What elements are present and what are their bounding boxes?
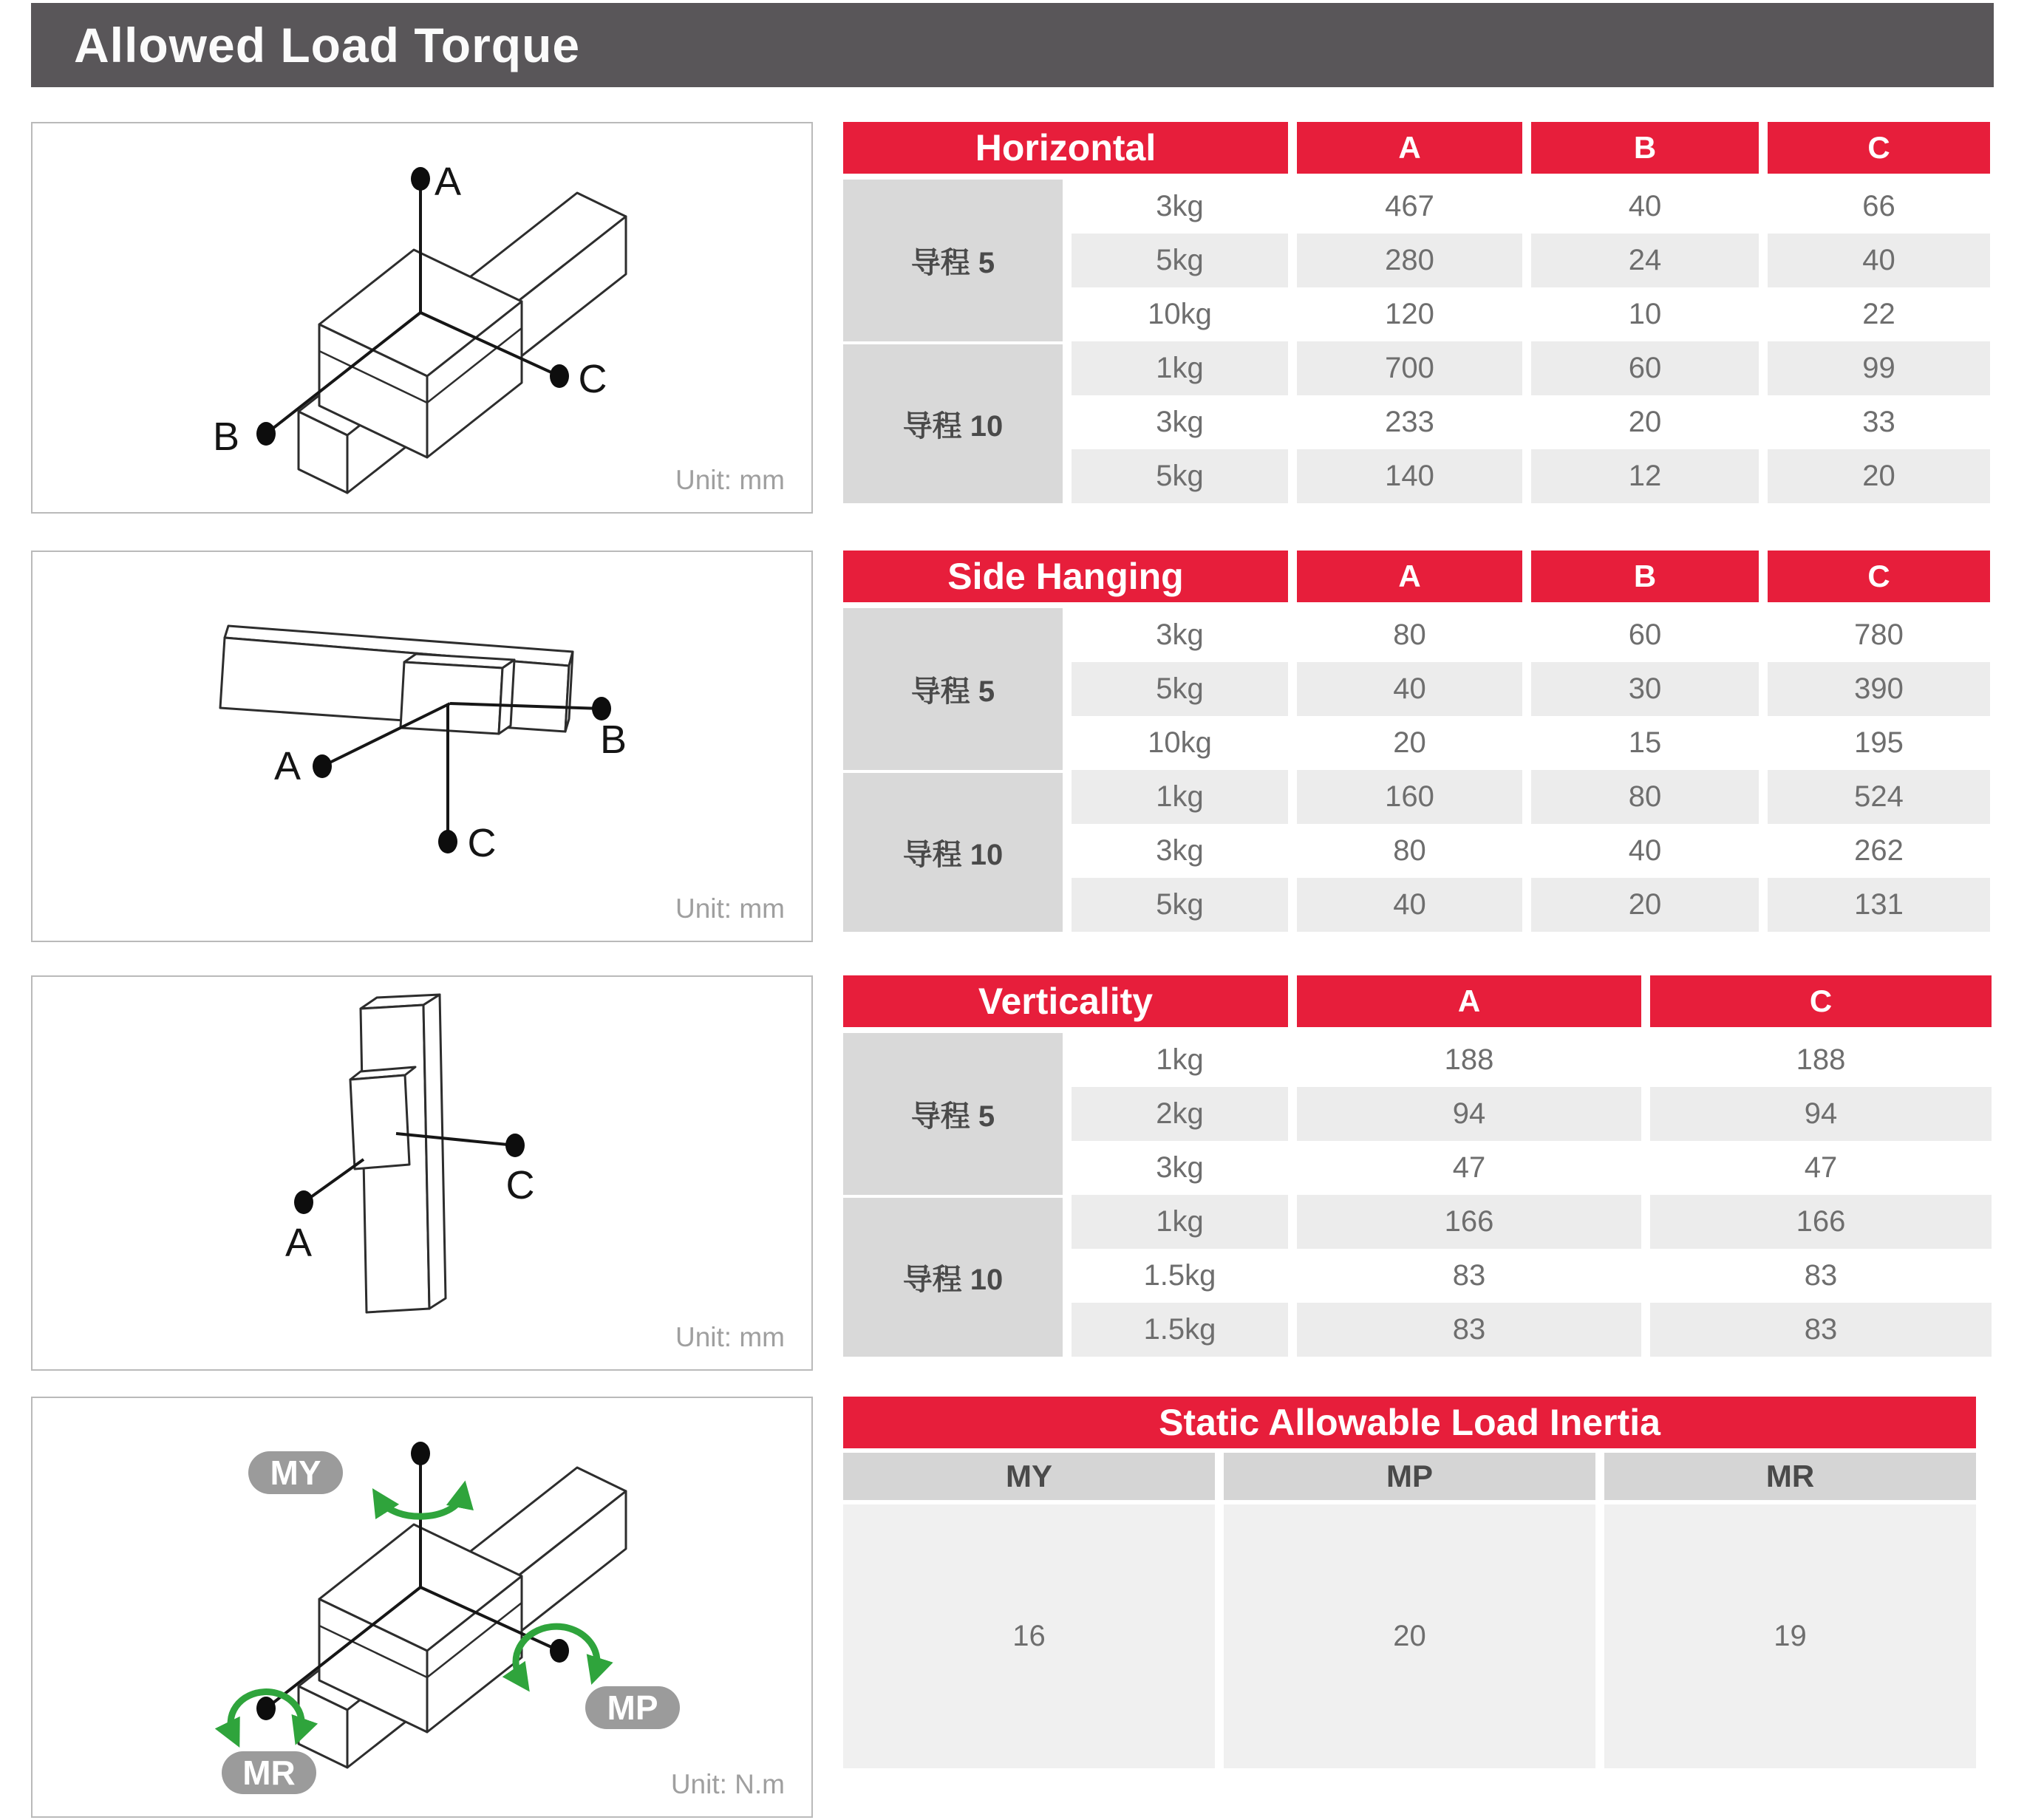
side-hanging-table [834, 551, 1999, 932]
inertia-isometric-drawing [33, 1398, 811, 1816]
col-header-mp: MP [1224, 1453, 1595, 1504]
table-title: Side Hanging [843, 551, 1288, 608]
cell-c: 33 [1768, 395, 1990, 449]
unit-label: Unit: mm [675, 1322, 785, 1352]
static-inertia-table-section [834, 1397, 1985, 1768]
b-label: B [599, 718, 627, 762]
c-dot [505, 1134, 525, 1157]
col-header-a: A [1297, 975, 1641, 1033]
table-row [843, 770, 1990, 824]
cell-a: 160 [1297, 770, 1522, 824]
horizontal-table-section [834, 122, 1999, 503]
load-label: 1.5kg [1072, 1249, 1288, 1303]
cell-a: 94 [1297, 1087, 1641, 1141]
a-label: A [273, 744, 302, 788]
cell-c: 20 [1768, 449, 1990, 503]
table-row [843, 341, 1990, 395]
mp-dot [550, 1639, 569, 1663]
cell-c: 131 [1768, 878, 1990, 932]
load-label: 5kg [1072, 234, 1288, 287]
diagram-inertia [31, 1397, 813, 1818]
col-header-b: B [1531, 551, 1759, 608]
cell-mr: 19 [1604, 1504, 1976, 1768]
cell-c: 166 [1650, 1195, 1992, 1249]
load-label: 3kg [1072, 1141, 1288, 1195]
a-label: A [434, 160, 462, 204]
cell-b: 20 [1531, 395, 1759, 449]
table-title: Verticality [843, 975, 1288, 1033]
group-label: 导程 5 [843, 608, 1063, 770]
horizontal-table [834, 122, 1999, 503]
cell-b: 10 [1531, 287, 1759, 341]
cell-b: 60 [1531, 608, 1759, 662]
a-dot [294, 1190, 313, 1214]
cell-c: 94 [1650, 1087, 1992, 1141]
group-label: 导程 10 [843, 341, 1063, 503]
cell-c: 83 [1650, 1303, 1992, 1357]
group-label: 导程 5 [843, 1033, 1063, 1195]
cell-a: 80 [1297, 608, 1522, 662]
diagram-side-hanging [31, 551, 813, 942]
cell-b: 24 [1531, 234, 1759, 287]
col-header-c: C [1768, 551, 1990, 608]
cell-c: 22 [1768, 287, 1990, 341]
cell-b: 80 [1531, 770, 1759, 824]
table-title: Horizontal [843, 122, 1288, 180]
table-row [843, 1033, 1992, 1087]
cell-b: 40 [1531, 180, 1759, 234]
table-title: Static Allowable Load Inertia [843, 1397, 1976, 1453]
cell-b: 30 [1531, 662, 1759, 716]
c-label: C [578, 357, 607, 401]
cell-b: 40 [1531, 824, 1759, 878]
a-dot [411, 167, 430, 191]
diagram-horizontal [31, 122, 813, 514]
col-header-a: A [1297, 551, 1522, 608]
verticality-table-section [834, 975, 2000, 1357]
cell-b: 20 [1531, 878, 1759, 932]
load-label: 3kg [1072, 395, 1288, 449]
group-label: 导程 10 [843, 1195, 1063, 1357]
carriage-outline [401, 654, 514, 734]
load-label: 5kg [1072, 878, 1288, 932]
table-row [843, 608, 1990, 662]
horizontal-isometric-drawing [33, 123, 811, 512]
cell-c: 390 [1768, 662, 1990, 716]
cell-a: 467 [1297, 180, 1522, 234]
b-dot [256, 422, 276, 446]
cell-c: 40 [1768, 234, 1990, 287]
cell-a: 83 [1297, 1303, 1641, 1357]
load-label: 1kg [1072, 341, 1288, 395]
cell-a: 47 [1297, 1141, 1641, 1195]
load-label: 1kg [1072, 1195, 1288, 1249]
unit-label: Unit: mm [675, 465, 785, 495]
group-label: 导程 10 [843, 770, 1063, 932]
unit-label: Unit: N.m [670, 1769, 785, 1799]
cell-a: 166 [1297, 1195, 1641, 1249]
page-title: Allowed Load Torque [74, 18, 581, 72]
load-label: 1.5kg [1072, 1303, 1288, 1357]
load-label: 1kg [1072, 1033, 1288, 1087]
load-label: 2kg [1072, 1087, 1288, 1141]
rail-outline [220, 626, 573, 732]
cell-b: 12 [1531, 449, 1759, 503]
c-label: C [505, 1163, 535, 1207]
cell-a: 233 [1297, 395, 1522, 449]
cell-a: 83 [1297, 1249, 1641, 1303]
load-label: 5kg [1072, 449, 1288, 503]
carriage-outline [350, 1067, 415, 1169]
col-header-b: B [1531, 122, 1759, 180]
col-header-c: C [1768, 122, 1990, 180]
cell-c: 188 [1650, 1033, 1992, 1087]
load-label: 3kg [1072, 180, 1288, 234]
cell-c: 524 [1768, 770, 1990, 824]
static-inertia-table [834, 1397, 1985, 1768]
load-label: 1kg [1072, 770, 1288, 824]
a-dot [313, 754, 332, 778]
verticality-table [834, 975, 2000, 1357]
cell-c: 66 [1768, 180, 1990, 234]
mp-pill-label: MP [607, 1688, 658, 1727]
cell-a: 280 [1297, 234, 1522, 287]
col-header-my: MY [843, 1453, 1215, 1504]
load-label: 3kg [1072, 824, 1288, 878]
load-label: 3kg [1072, 608, 1288, 662]
page-title-bar [31, 3, 1994, 87]
verticality-isometric-drawing [33, 977, 811, 1369]
cell-a: 188 [1297, 1033, 1641, 1087]
unit-label: Unit: mm [675, 893, 785, 924]
group-label: 导程 5 [843, 180, 1063, 341]
cell-a: 120 [1297, 287, 1522, 341]
side-hanging-isometric-drawing [33, 552, 811, 941]
load-label: 10kg [1072, 716, 1288, 770]
my-pill [248, 1451, 343, 1494]
mr-pill-label: MR [242, 1753, 296, 1792]
col-header-a: A [1297, 122, 1522, 180]
side-hanging-table-section [834, 551, 1999, 932]
cell-c: 780 [1768, 608, 1990, 662]
cell-c: 195 [1768, 716, 1990, 770]
cell-b: 15 [1531, 716, 1759, 770]
axis-a-line [304, 1159, 364, 1202]
cell-a: 80 [1297, 824, 1522, 878]
cell-a: 700 [1297, 341, 1522, 395]
b-label: B [212, 415, 240, 459]
c-dot [550, 364, 569, 388]
cell-c: 83 [1650, 1249, 1992, 1303]
diagram-verticality [31, 975, 813, 1371]
cell-mp: 20 [1224, 1504, 1595, 1768]
mr-dot [256, 1697, 276, 1720]
load-label: 5kg [1072, 662, 1288, 716]
c-dot [438, 830, 457, 853]
col-header-c: C [1650, 975, 1992, 1033]
mp-pill [585, 1686, 680, 1729]
cell-c: 47 [1650, 1141, 1992, 1195]
cell-c: 262 [1768, 824, 1990, 878]
load-label: 10kg [1072, 287, 1288, 341]
my-dot [411, 1442, 430, 1465]
table-row [843, 180, 1990, 234]
table-row [843, 1195, 1992, 1249]
mr-pill [222, 1751, 316, 1794]
c-label: C [467, 821, 497, 865]
my-pill-label: MY [270, 1453, 321, 1492]
a-label: A [285, 1221, 313, 1265]
col-header-mr: MR [1604, 1453, 1976, 1504]
table-row [843, 1504, 1976, 1768]
cell-a: 20 [1297, 716, 1522, 770]
cell-c: 99 [1768, 341, 1990, 395]
cell-my: 16 [843, 1504, 1215, 1768]
cell-b: 60 [1531, 341, 1759, 395]
cell-a: 40 [1297, 878, 1522, 932]
cell-a: 140 [1297, 449, 1522, 503]
cell-a: 40 [1297, 662, 1522, 716]
